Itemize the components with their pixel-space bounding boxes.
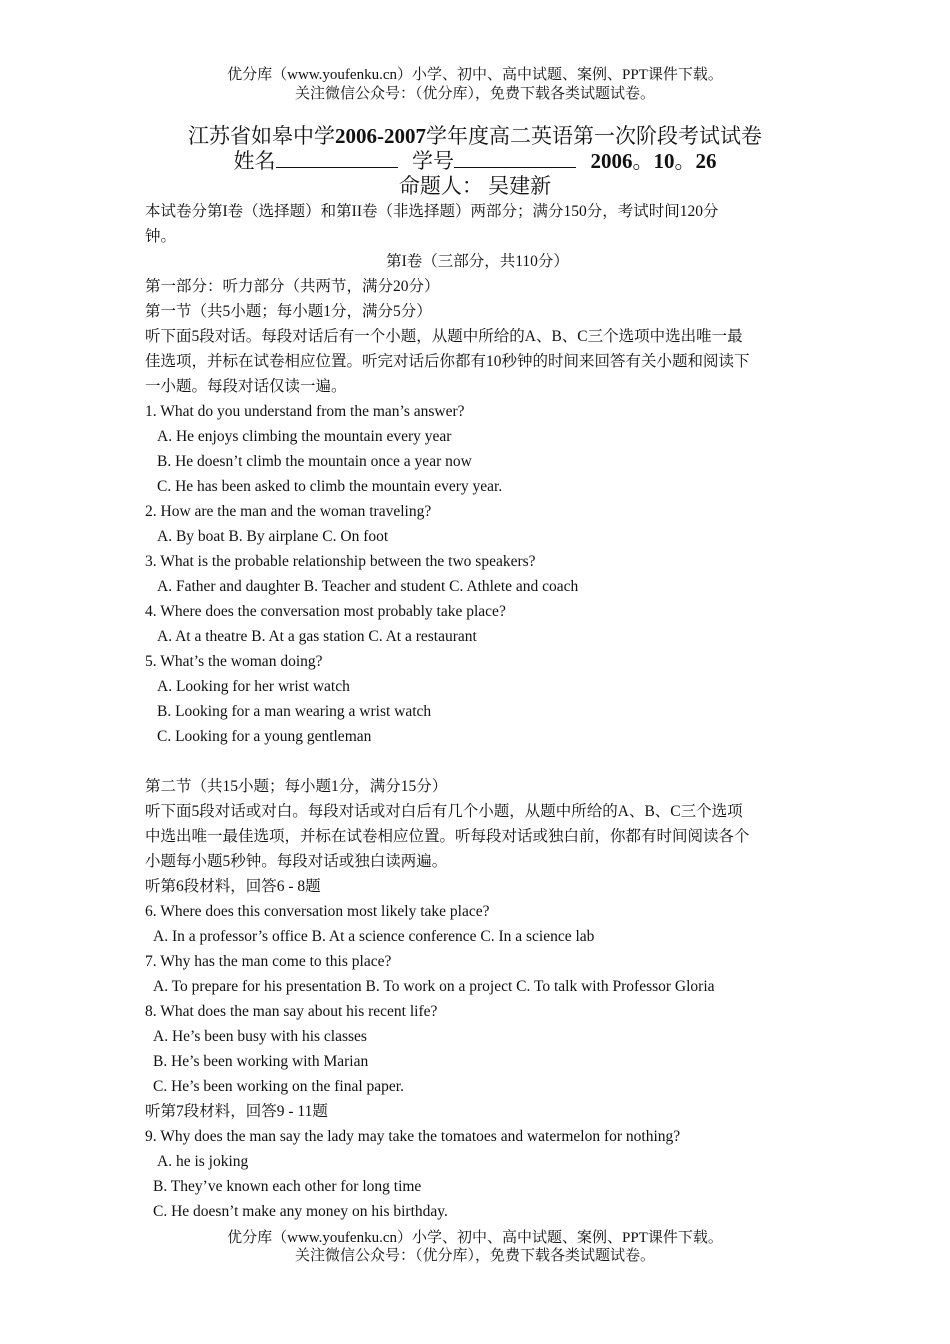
name-id-line xyxy=(0,148,950,174)
q8-option-b[interactable]: B. He’s been working with Marian xyxy=(153,1053,369,1070)
id-blank[interactable] xyxy=(454,149,576,168)
section2-instruction-2: 中选出唯一最佳选项，并标在试卷相应位置。听每段对话或独白前，你都有时间阅读各个 xyxy=(145,828,750,845)
material-7-note: 听第7段材料，回答9 - 11题 xyxy=(145,1103,328,1120)
section1-instruction-1: 听下面5段对话。每段对话后有一个小题，从题中所给的A、B、C三个选项中选出唯一最 xyxy=(145,328,743,345)
section2-heading: 第二节（共15小题；每小题1分，满分15分） xyxy=(145,778,448,795)
question-6: 6. Where does this conversation most likely take place? xyxy=(145,903,490,920)
date-sep2: 。 xyxy=(674,149,696,173)
q8-option-c[interactable]: C. He’s been working on the final paper. xyxy=(153,1078,404,1095)
part1-heading: 第一部分：听力部分（共两节，满分20分） xyxy=(145,278,440,295)
q2-options[interactable]: A. By boat B. By airplane C. On foot xyxy=(157,528,389,545)
section2-instruction-1: 听下面5段对话或对白。每段对话或对白后有几个小题，从题中所给的A、B、C三个选项 xyxy=(145,803,743,820)
q5-option-a[interactable]: A. Looking for her wrist watch xyxy=(157,678,350,695)
q6-options[interactable]: A. In a professor’s office B. At a science conference C. In a science lab xyxy=(153,928,595,945)
section1-heading: 第一节（共5小题；每小题1分，满分5分） xyxy=(145,303,432,320)
intro-line2: 钟。 xyxy=(145,228,177,245)
material-6-note: 听第6段材料，回答6 - 8题 xyxy=(145,878,321,895)
section1-instruction-3: 一小题。每段对话仅读一遍。 xyxy=(145,378,347,395)
q1-option-c[interactable]: C. He has been asked to climb the mountain every year. xyxy=(157,478,503,495)
q9-option-b[interactable]: B. They’ve known each other for long time xyxy=(153,1178,422,1195)
exam-title xyxy=(0,123,950,149)
name-blank[interactable] xyxy=(276,149,398,168)
q7-options[interactable]: A. To prepare for his presentation B. To work on a project C. To talk with Professor Gloria xyxy=(153,978,715,995)
header-ad-line2: 关注微信公众号：（优分库），免费下载各类试题试卷。 xyxy=(294,86,655,102)
date-day: 26 xyxy=(695,149,717,173)
intro-line1: 本试卷分第I卷（选择题）和第II卷（非选择题）两部分；满分150分，考试时间120分 xyxy=(145,203,719,220)
question-3: 3. What is the probable relationship between the two speakers? xyxy=(145,553,536,570)
q4-options[interactable]: A. At a theatre B. At a gas station C. At a restaurant xyxy=(157,628,477,645)
q9-option-a[interactable]: A. he is joking xyxy=(157,1153,249,1170)
question-5: 5. What’s the woman doing? xyxy=(145,653,323,670)
question-2: 2. How are the man and the woman traveling? xyxy=(145,503,432,520)
q3-options[interactable]: A. Father and daughter B. Teacher and student C. Athlete and coach xyxy=(157,578,579,595)
q9-option-c[interactable]: C. He doesn’t make any money on his birthday. xyxy=(153,1203,448,1220)
q1-option-a[interactable]: A. He enjoys climbing the mountain every year xyxy=(157,428,452,445)
title-year: 2006-2007 xyxy=(335,124,426,148)
date-month: 10 xyxy=(653,149,675,173)
date-year: 2006 xyxy=(590,149,633,173)
id-label: 学号 xyxy=(412,149,454,173)
title-suffix: 学年度高二英语第一次阶段考试试卷 xyxy=(426,124,762,148)
question-8: 8. What does the man say about his recent life? xyxy=(145,1003,438,1020)
q5-option-b[interactable]: B. Looking for a man wearing a wrist watch xyxy=(157,703,432,720)
section2-instruction-3: 小题每小题5秒钟。每段对话或独白读两遍。 xyxy=(145,853,448,870)
q5-option-c[interactable]: C. Looking for a young gentleman xyxy=(157,728,372,745)
volume1-heading: 第I卷（三部分，共110分） xyxy=(386,253,569,270)
date-sep1: 。 xyxy=(632,149,654,173)
name-label: 姓名 xyxy=(233,149,276,173)
footer-ad-line1: 优分库（www.youfenku.cn）小学、初中、高中试题、案例、PPT课件下载。 xyxy=(227,1230,723,1246)
question-4: 4. Where does the conversation most probably take place? xyxy=(145,603,506,620)
header-ad-line1: 优分库（www.youfenku.cn）小学、初中、高中试题、案例、PPT课件下载。 xyxy=(227,67,723,83)
author-line: 命题人： 吴建新 xyxy=(398,174,552,198)
footer-ad-line2: 关注微信公众号：（优分库），免费下载各类试题试卷。 xyxy=(294,1248,655,1264)
section1-instruction-2: 佳选项，并标在试卷相应位置。听完对话后你都有10秒钟的时间来回答有关小题和阅读下 xyxy=(145,353,750,370)
question-1: 1. What do you understand from the man’s answer? xyxy=(145,403,465,420)
q1-option-b[interactable]: B. He doesn’t climb the mountain once a year now xyxy=(157,453,472,470)
question-9: 9. Why does the man say the lady may take the tomatoes and watermelon for nothing? xyxy=(145,1128,681,1145)
question-7: 7. Why has the man come to this place? xyxy=(145,953,392,970)
title-prefix: 江苏省如皋中学 xyxy=(188,124,335,148)
q8-option-a[interactable]: A. He’s been busy with his classes xyxy=(153,1028,367,1045)
